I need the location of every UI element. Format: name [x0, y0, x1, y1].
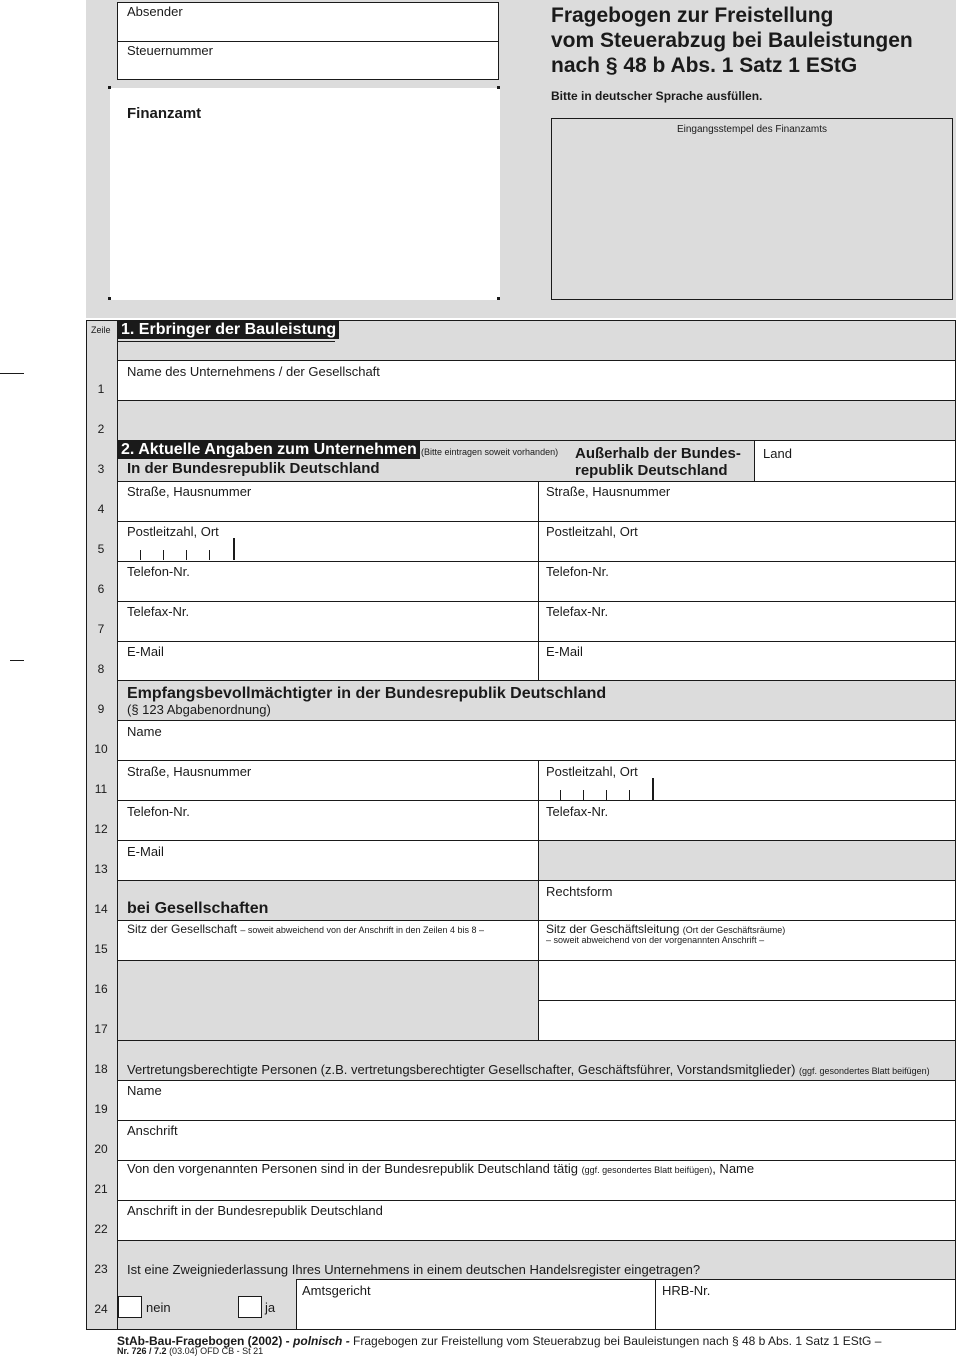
- taetig-label: [127, 1161, 754, 1176]
- bevollmaechtigter-strasse-label: Straße, Hausnummer: [127, 764, 252, 779]
- row-rule: [117, 680, 956, 681]
- row-rule: [117, 1040, 956, 1041]
- row-rule: [538, 880, 956, 881]
- row-number: 8: [97, 662, 105, 676]
- telefon-label-ausland: Telefon-Nr.: [546, 564, 609, 579]
- land-divider: [754, 440, 755, 481]
- footer-language: polnisch -: [293, 1334, 350, 1348]
- plz-tick: [140, 550, 141, 560]
- row-rule: [117, 960, 956, 961]
- plz-tick: [163, 550, 164, 560]
- bevollmaechtigter-email-label: E-Mail: [127, 844, 164, 859]
- plz-label-inland: Postleitzahl, Ort: [127, 524, 219, 539]
- row-number: 17: [94, 1022, 108, 1036]
- absender-label: Absender: [127, 4, 183, 19]
- row-number: 21: [94, 1182, 108, 1196]
- zeile-label: Zeile: [91, 325, 111, 335]
- title-line-3: nach § 48 b Abs. 1 Satz 1 EStG: [551, 54, 858, 77]
- footer-form-detail: (03.04) OFD CB - St 21: [169, 1346, 264, 1356]
- vertretung-name-field[interactable]: [118, 1081, 955, 1120]
- footer-description: Fragebogen zur Freistellung vom Steuerabzug bei Bauleistungen nach § 48 b Abs. 1 Satz 1 EStG –: [353, 1334, 882, 1348]
- rechtsform-label: Rechtsform: [546, 884, 613, 899]
- nein-checkbox[interactable]: [118, 1296, 142, 1318]
- hrb-label: HRB-Nr.: [662, 1283, 711, 1298]
- row-number: 7: [97, 622, 105, 636]
- corner-mark-bl: [108, 297, 111, 300]
- ja-checkbox[interactable]: [238, 1296, 262, 1318]
- row-number: 19: [94, 1102, 108, 1116]
- row-number: 16: [94, 982, 108, 996]
- row-number: 18: [94, 1062, 108, 1076]
- plz-label-ausland: Postleitzahl, Ort: [546, 524, 638, 539]
- corner-mark-br: [497, 297, 500, 300]
- email-label-inland: E-Mail: [127, 644, 164, 659]
- inland-heading: In der Bundesrepublik Deutschland: [127, 460, 380, 477]
- bevollmaechtigter-column-divider: [538, 760, 539, 880]
- amtsgericht-label: Amtsgericht: [302, 1283, 371, 1298]
- row-number: 2: [97, 422, 105, 436]
- ausland-heading-line-1: Außerhalb der Bundes-: [575, 445, 741, 462]
- stamp-label: Eingangsstempel des Finanzamts: [676, 124, 828, 135]
- ausland-heading-line-2: republik Deutschland: [575, 462, 728, 479]
- footer-form-number: Nr. 726 / 7.2: [117, 1346, 167, 1356]
- row-number: 5: [97, 542, 105, 556]
- bevollmaechtigter-telefax-label: Telefax-Nr.: [546, 804, 609, 819]
- row-rule: [117, 601, 956, 602]
- address-column-divider: [538, 481, 539, 680]
- bevollmaechtigter-plz-label: Postleitzahl, Ort: [546, 764, 638, 779]
- plz-tick: [186, 550, 187, 560]
- footer-code: StAb-Bau-Fragebogen (2002) -: [117, 1334, 290, 1348]
- vertretung-anschrift-field[interactable]: [118, 1121, 955, 1160]
- geschaeftsleitung-note-2: – soweit abweichend von der vorgenannten Anschrift –: [546, 935, 765, 945]
- row-rule: [117, 1240, 956, 1241]
- title-line-2: vom Steuerabzug bei Bauleistungen: [551, 29, 913, 52]
- vertretung-anschrift-label: Anschrift: [127, 1123, 178, 1138]
- telefon-label-inland: Telefon-Nr.: [127, 564, 190, 579]
- ja-label: ja: [265, 1300, 276, 1315]
- land-label: Land: [763, 446, 792, 461]
- plz-tick: [560, 790, 561, 800]
- row-number: 12: [94, 822, 108, 836]
- footer-line-2: [117, 1346, 263, 1356]
- row-rule: [117, 561, 956, 562]
- corner-mark-tl: [108, 86, 111, 89]
- finanzamt-label: Finanzamt: [127, 105, 202, 122]
- row-number: 1: [97, 382, 105, 396]
- register-divider-2: [655, 1279, 656, 1329]
- form-title: [551, 3, 913, 78]
- telefax-label-ausland: Telefax-Nr.: [546, 604, 609, 619]
- plz-tick: [629, 790, 630, 800]
- company-name-label: Name des Unternehmens / der Gesellschaft: [127, 364, 380, 379]
- gesellschaften-heading: bei Gesellschaften: [127, 900, 269, 917]
- row-rule: [117, 840, 956, 841]
- register-top-rule: [296, 1279, 956, 1280]
- register-divider-1: [296, 1279, 297, 1329]
- plz-tick: [209, 550, 210, 560]
- row-number: 24: [94, 1302, 108, 1316]
- row-number: 4: [97, 502, 105, 516]
- row-rule: [117, 720, 956, 721]
- row-rule: [117, 800, 956, 801]
- plz-tick: [583, 790, 584, 800]
- row-number: 3: [97, 462, 105, 476]
- strasse-label-inland: Straße, Hausnummer: [127, 484, 252, 499]
- geschaeftsleitung-label: [546, 922, 785, 936]
- section-2-note: (Bitte eintragen soweit vorhanden): [421, 447, 559, 457]
- row-number: 14: [94, 902, 108, 916]
- telefax-label-inland: Telefax-Nr.: [127, 604, 190, 619]
- geschaeftsleitung-note-1: (Ort der Geschäftsräume): [682, 925, 786, 935]
- row-number: 11: [94, 782, 108, 796]
- bevollmaechtigter-telefon-label: Telefon-Nr.: [127, 804, 190, 819]
- plz-tick-end: [233, 538, 235, 560]
- vertretung-heading-text: Vertretungsberechtigte Personen (z.B. vertretungsberechtigter Gesellschafter, Geschäftsführer, Vorstandsmitglieder): [127, 1062, 796, 1077]
- corner-mark-tr: [497, 86, 500, 89]
- bevollmaechtigter-heading: Empfangsbevollmächtigter in der Bundesrepublik Deutschland: [127, 685, 607, 702]
- plz-tick-end: [652, 778, 654, 800]
- row-number: 23: [94, 1262, 108, 1276]
- row-number: 10: [94, 742, 108, 756]
- row-number: 15: [94, 942, 108, 956]
- row-number: 22: [94, 1222, 108, 1236]
- row-number: 6: [97, 582, 105, 596]
- email-label-ausland: E-Mail: [546, 644, 583, 659]
- row-rule: [117, 880, 538, 881]
- row-number: 20: [94, 1142, 108, 1156]
- section-1-title-underline: [117, 341, 335, 342]
- row-rule: [117, 521, 956, 522]
- eingangsstempel-box: [551, 118, 953, 300]
- address-fields-ausland: [539, 482, 955, 680]
- bevollmaechtigter-subheading: (§ 123 Abgabenordnung): [127, 702, 271, 717]
- absender-divider: [117, 41, 499, 42]
- geschaeftsleitung-text: Sitz der Geschäftsleitung: [546, 922, 680, 936]
- company-name-bottom-rule: [117, 400, 956, 401]
- instruction-text: Bitte in deutscher Sprache ausfüllen.: [551, 89, 763, 103]
- anschrift-de-label: Anschrift in der Bundesrepublik Deutschland: [127, 1203, 383, 1218]
- section-2-title: 2. Aktuelle Angaben zum Unternehmen: [118, 441, 420, 459]
- row-number: 9: [97, 702, 105, 716]
- row-number: 13: [94, 862, 108, 876]
- row-rule: [117, 641, 956, 642]
- vertretung-heading: [127, 1062, 930, 1077]
- ausland-heading: [575, 445, 741, 479]
- fold-mark-1: [0, 373, 24, 374]
- company-name-top-rule: [117, 360, 956, 361]
- sitz-gesellschaft-label: [127, 922, 484, 936]
- fold-mark-2: [10, 660, 24, 661]
- vertretung-heading-note: (ggf. gesondertes Blatt beifügen): [799, 1066, 930, 1076]
- register-question: Ist eine Zweigniederlassung Ihres Unternehmens in einem deutschen Handelsregister eingetragen?: [127, 1262, 701, 1277]
- section-1-title: 1. Erbringer der Bauleistung: [118, 321, 339, 339]
- nein-label: nein: [146, 1300, 171, 1315]
- address-fields-inland: [118, 482, 538, 680]
- bevollmaechtigter-name-field[interactable]: [118, 720, 955, 760]
- steuernummer-label: Steuernummer: [127, 43, 213, 58]
- sitz-gesellschaft-text: Sitz der Gesellschaft: [127, 922, 238, 936]
- bevollmaechtigter-name-label: Name: [127, 724, 162, 739]
- vertretung-name-label: Name: [127, 1083, 162, 1098]
- taetig-name: , Name: [712, 1161, 755, 1176]
- sitz-gesellschaft-note: – soweit abweichend von der Anschrift in den Zeilen 4 bis 8 –: [240, 925, 485, 935]
- strasse-label-ausland: Straße, Hausnummer: [546, 484, 671, 499]
- row-rule: [538, 1000, 956, 1001]
- taetig-text: Von den vorgenannten Personen sind in der Bundesrepublik Deutschland tätig: [127, 1161, 578, 1176]
- plz-tick: [606, 790, 607, 800]
- taetig-note: (ggf. gesondertes Blatt beifügen): [581, 1165, 713, 1175]
- title-line-1: Fragebogen zur Freistellung: [551, 4, 834, 27]
